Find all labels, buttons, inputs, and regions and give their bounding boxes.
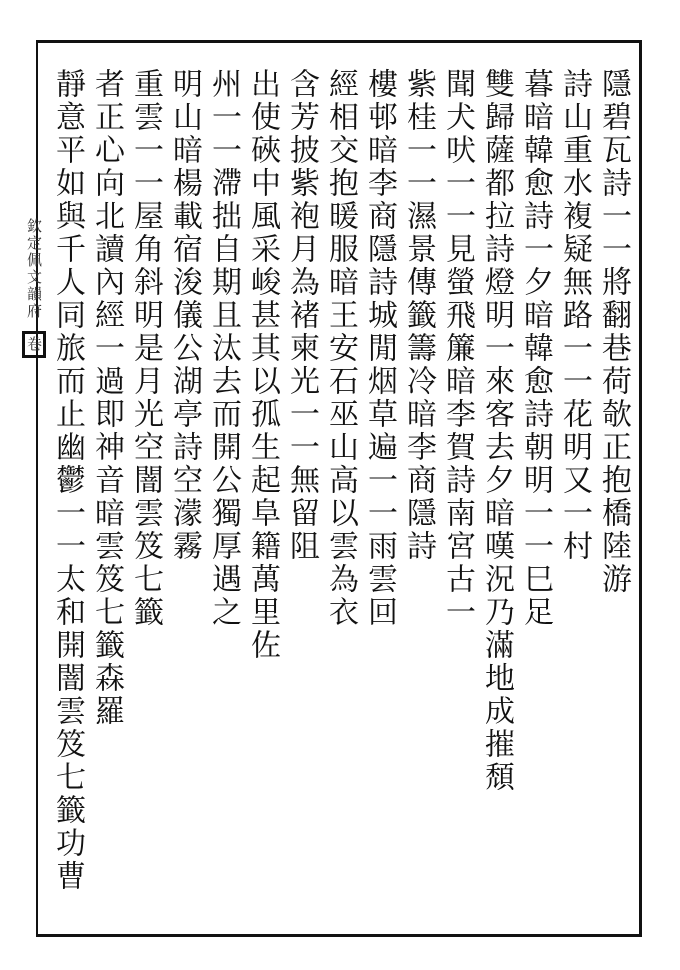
margin-box-label: 卷: [22, 331, 46, 358]
text-column-8: 經相交抱暖服暗王安石巫山高以雲為衣: [323, 68, 358, 629]
text-column-12: 明山暗楊載宿浚儀公湖亭詩空濛霧: [167, 68, 202, 563]
text-column-9: 含芳披紫袍月為褚柬光一一無留阻: [284, 68, 319, 563]
text-column-2: 詩山重水複疑無路一一花明又一村: [557, 68, 592, 563]
margin-strip: [0, 60, 46, 520]
text-column-14: 者正心向北讀內經一過即神音暗雲笈七籤森羅: [89, 68, 124, 728]
text-column-10: 出使硤中風采峻甚其以孤生起阜籍萬里佐: [245, 68, 280, 662]
text-column-6: 紫桂一一濕景傳籤籌冷暗李商隱詩: [401, 68, 436, 563]
margin-label: 欽定佩文韻府: [25, 218, 43, 321]
text-column-1: 隱碧瓦詩一一將翻巷荷欹正抱橋陸游: [596, 68, 631, 596]
text-column-13: 重雲一一屋角斜明是月光空闇雲笈七籤: [128, 68, 163, 629]
text-column-15: 靜意平如與千人同旅而止幽鬱一一太和開闇雲笈七籤功曹: [50, 68, 85, 893]
text-column-11: 州一一滯拙自期且汰去而開公獨厚遇之: [206, 68, 241, 629]
text-column-3: 暮暗韓愈詩一夕暗韓愈詩朝明一一巳足: [518, 68, 553, 629]
text-column-7: 樓邨暗李商隱詩城閒烟草遍一一雨雲回: [362, 68, 397, 629]
text-columns: [44, 66, 634, 928]
text-column-5: 聞犬吠一一見螢飛簾暗李賀詩南宮古一: [440, 68, 475, 629]
text-column-4: 雙歸薩都拉詩燈明一來客去夕暗嘆況乃滿地成摧頹: [479, 68, 514, 794]
